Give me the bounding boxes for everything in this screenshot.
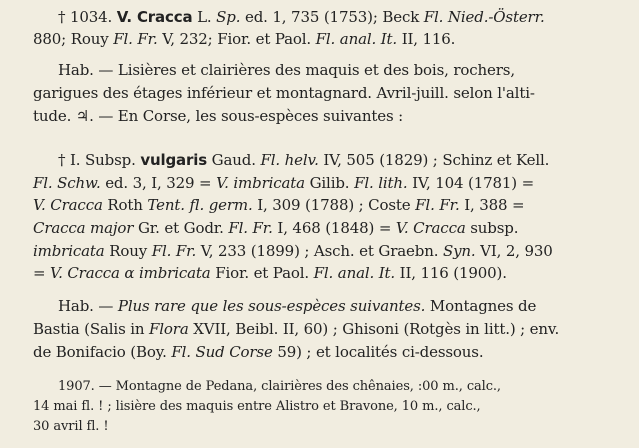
subsp-habitat-1: Hab. — Plus rare que les sous-espèces suivantes. Montagnes de <box>58 297 537 315</box>
observation-line-3: 30 avril fl. ! <box>33 419 109 434</box>
subsp-habitat-3: de Bonifacio (Boy. Fl. Sud Corse 59) ; et localités ci-dessous. <box>33 343 484 361</box>
subsp-line-5: imbricata Rouy Fl. Fr. V, 233 (1899) ; Asch. et Graebn. Syn. VI, 2, 930 <box>33 242 553 260</box>
subsp-line-1: † I. Subsp. vulgaris Gaud. Fl. helv. IV, 505 (1829) ; Schinz et Kell. <box>58 151 550 169</box>
subsp-habitat-2: Bastia (Salis in Flora XVII, Beibl. II, 60) ; Ghisoni (Rotgès in litt.) ; env. <box>33 320 560 338</box>
subspecies-name: vulgaris <box>140 151 208 169</box>
entry-line-1: † 1034. V. Cracca L. Sp. ed. 1, 735 (1753); Beck Fl. Nied.-Österr. <box>58 8 545 26</box>
subsp-line-4: Cracca major Gr. et Godr. Fl. Fr. I, 468 (1848) = V. Cracca subsp. <box>33 219 519 237</box>
entry-habitat-3: tude. ♃. — En Corse, les sous-espèces suivantes : <box>33 107 404 125</box>
entry-line-2: 880; Rouy Fl. Fr. V, 232; Fior. et Paol. Fl. anal. It. II, 116. <box>33 30 456 48</box>
observation-line-1: 1907. — Montagne de Pedana, clairières des chênaies, :00 m., calc., <box>58 379 501 394</box>
entry-habitat-1: Hab. — Lisières et clairières des maquis et des bois, rochers, <box>58 61 515 79</box>
observation-line-2: 14 mai fl. ! ; lisière des maquis entre Alistro et Bravone, 10 m., calc., <box>33 399 481 414</box>
subsp-line-3: V. Cracca Roth Tent. fl. germ. I, 309 (1788) ; Coste Fl. Fr. I, 388 = <box>33 196 525 214</box>
subsp-line-6: = V. Cracca α imbricata Fior. et Paol. Fl. anal. It. II, 116 (1900). <box>33 264 507 282</box>
subsp-line-2: Fl. Schw. ed. 3, I, 329 = V. imbricata Gilib. Fl. lith. IV, 104 (1781) = <box>33 174 535 192</box>
species-name: V. Cracca <box>116 8 193 26</box>
entry-habitat-2: garigues des étages inférieur et montagnard. Avril-juill. selon l'alti- <box>33 84 535 102</box>
